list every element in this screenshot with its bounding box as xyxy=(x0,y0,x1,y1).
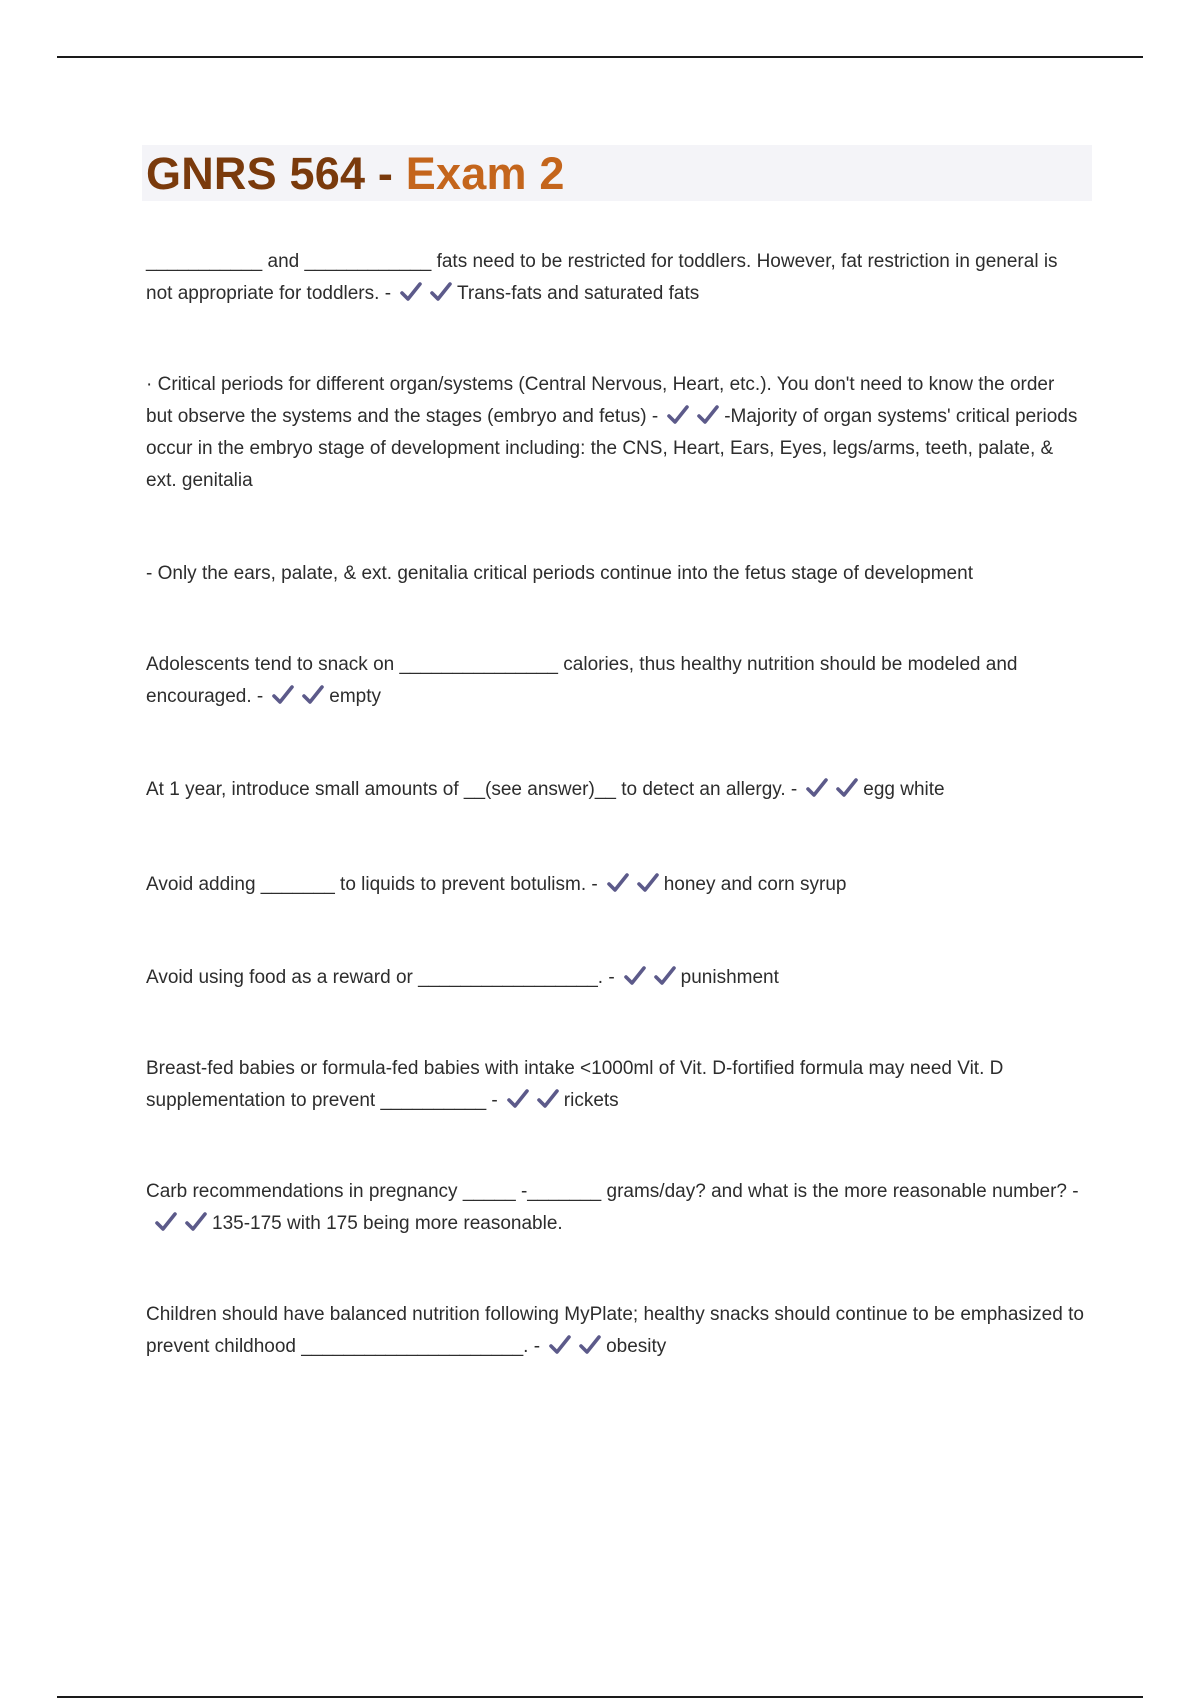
answer-text: 135-175 with 175 being more reasonable. xyxy=(212,1213,563,1234)
answer-marker xyxy=(399,281,453,303)
question-text: Avoid adding _______ to liquids to prevent botulism. - xyxy=(146,874,598,895)
flashcard-continuation: - Only the ears, palate, & ext. genitalia critical periods continue into the fetus stage of development xyxy=(146,563,973,584)
question-text: Carb recommendations in pregnancy _____ -_______ grams/day? and what is the more reasonable number? - xyxy=(146,1181,1079,1202)
checkmark-icon xyxy=(271,684,295,706)
flashcard xyxy=(146,1299,1086,1363)
checkmark-icon xyxy=(399,281,423,303)
checkmark-icon xyxy=(653,965,677,987)
question-text: Children should have balanced nutrition following MyPlate; healthy snacks should continue to be emphasized to prevent childhood _____________________. - xyxy=(146,1304,1084,1357)
checkmark-icon xyxy=(578,1334,602,1356)
bottom-rule xyxy=(57,1696,1143,1698)
answer-text: honey and corn syrup xyxy=(663,874,847,895)
question-text: Breast-fed babies or formula-fed babies with intake <1000ml of Vit. D-fortified formula may need Vit. D supplementation to prevent __________ - xyxy=(146,1058,1004,1111)
answer-marker xyxy=(271,684,325,706)
answer-text: rickets xyxy=(563,1090,619,1111)
title-course: GNRS 564 - xyxy=(146,148,406,199)
checkmark-icon xyxy=(623,965,647,987)
flashcard xyxy=(146,869,1086,901)
checkmark-icon xyxy=(548,1334,572,1356)
checkmark-icon xyxy=(606,872,630,894)
answer-text: Trans-fats and saturated fats xyxy=(457,283,700,304)
question-text: Adolescents tend to snack on _______________ calories, thus healthy nutrition should be modeled and encouraged. - xyxy=(146,654,1018,707)
question-text: Avoid using food as a reward or _________________. - xyxy=(146,967,615,988)
page-title xyxy=(146,148,565,200)
answer-text: -Majority of organ systems' critical periods occur in the embryo stage of development including: the CNS, Heart, Ears, Eyes, legs/arms, teeth, palate, & ext. genitalia xyxy=(146,406,1078,491)
question-text: · Critical periods for different organ/systems (Central Nervous, Heart, etc.). You don't need to know the order but observe the systems and the stages (embryo and fetus) - xyxy=(146,374,1055,427)
answer-marker xyxy=(666,404,720,426)
answer-text: obesity xyxy=(606,1336,667,1357)
flashcard xyxy=(146,1176,1086,1240)
checkmark-icon xyxy=(805,777,829,799)
flashcard-list xyxy=(146,246,1086,1363)
answer-text: punishment xyxy=(680,967,779,988)
answer-marker xyxy=(805,777,859,799)
flashcard xyxy=(146,774,1086,806)
checkmark-icon xyxy=(696,404,720,426)
title-exam: Exam 2 xyxy=(405,148,565,199)
checkmark-icon xyxy=(184,1211,208,1233)
checkmark-icon xyxy=(835,777,859,799)
answer-text: empty xyxy=(329,686,381,707)
question-text: At 1 year, introduce small amounts of __(see answer)__ to detect an allergy. - xyxy=(146,779,798,800)
checkmark-icon xyxy=(429,281,453,303)
flashcard xyxy=(146,649,1086,713)
checkmark-icon xyxy=(636,872,660,894)
flashcard xyxy=(146,369,1086,497)
flashcard xyxy=(146,962,1086,994)
answer-marker xyxy=(623,965,677,987)
top-rule xyxy=(57,56,1143,58)
checkmark-icon xyxy=(666,404,690,426)
answer-marker xyxy=(154,1211,208,1233)
checkmark-icon xyxy=(536,1088,560,1110)
question-text: ___________ and ____________ fats need to be restricted for toddlers. However, fat restriction in general is not appropriate for toddlers. - xyxy=(146,251,1058,304)
flashcard xyxy=(146,1053,1086,1117)
answer-marker xyxy=(506,1088,560,1110)
answer-marker xyxy=(548,1334,602,1356)
checkmark-icon xyxy=(506,1088,530,1110)
checkmark-icon xyxy=(301,684,325,706)
flashcard xyxy=(146,246,1086,310)
checkmark-icon xyxy=(154,1211,178,1233)
answer-text: egg white xyxy=(863,779,945,800)
answer-marker xyxy=(606,872,660,894)
